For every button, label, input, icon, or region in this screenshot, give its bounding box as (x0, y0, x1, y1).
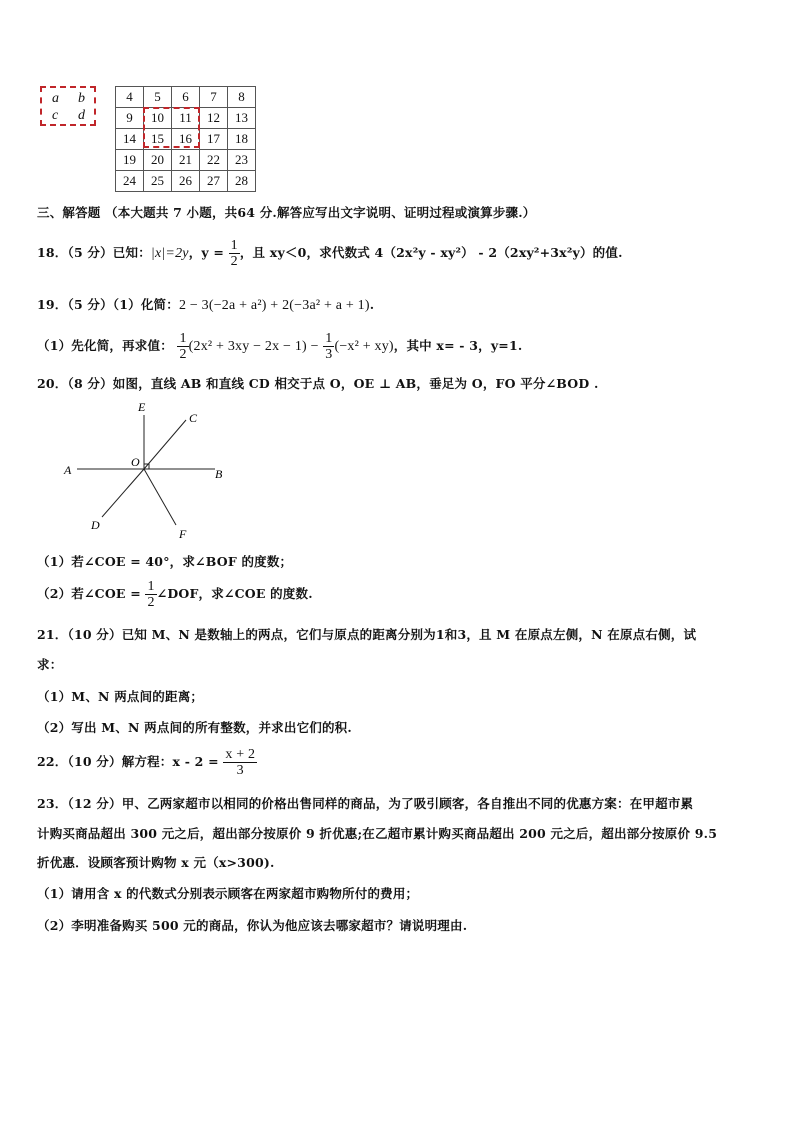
frac-denominator: 3 (236, 763, 244, 778)
section-heading: 三、解答题 （本大题共 7 小题，共64 分.解答应写出文字说明、证明过程或演算步骤.） (37, 205, 536, 220)
q18-rest: ，且 xy＜0，求代数式 4（2x²y - xy²） - 2（2xy²+3x²y）的值. (239, 245, 623, 260)
question-18 (37, 234, 623, 273)
grid-cell: 24 (116, 171, 144, 192)
question-23-line2: 计购买商品超出 300 元之后，超出部分按原价 9 折优惠;在乙超市累计购买商品超出 200 元之后，超出部分按原价 9.5 (37, 826, 718, 841)
grid-cell: 5 (144, 87, 172, 108)
frac-denominator: 2 (179, 347, 187, 362)
label-o: O (131, 455, 140, 469)
q22-fraction (223, 747, 257, 778)
q20-sub2-rest: ∠DOF，求∠COE 的度数. (156, 586, 313, 601)
grid-cell: 12 (200, 108, 228, 129)
grid-cell: 16 (172, 129, 200, 150)
frac-denominator: 2 (147, 595, 155, 610)
grid-cell: 25 (144, 171, 172, 192)
label-f: F (179, 527, 187, 541)
ray-of (144, 469, 176, 525)
question-21-sub1: （1）M、N 两点间的距离； (37, 689, 204, 704)
grid-cell: 26 (172, 171, 200, 192)
grid-cell: 11 (172, 108, 200, 129)
frac-numerator: 1 (230, 238, 238, 253)
question-19-part (37, 327, 522, 366)
question-23-sub2: （2）李明准备购买 500 元的商品，你认为他应该去哪家超市？请说明理由. (37, 918, 468, 933)
letter-d: d (78, 108, 85, 123)
grid-cell: 28 (228, 171, 256, 192)
label-a: A (64, 463, 72, 477)
grid-cell: 14 (116, 129, 144, 150)
q19-part-end: ，其中 x= - 3，y=1. (393, 338, 523, 353)
question-23: 23．（12 分）甲、乙两家超市以相同的价格出售同样的商品，为了吸引顾客，各自推出不同的优惠方案：在甲超市累 (37, 796, 694, 811)
ray-od (102, 469, 144, 517)
label-b: B (215, 467, 223, 481)
grid-cell: 10 (144, 108, 172, 129)
q19-fraction-2 (323, 331, 334, 362)
grid-cell: 22 (200, 150, 228, 171)
question-22 (37, 743, 257, 781)
frac-denominator: 2 (230, 254, 238, 269)
grid-cell: 20 (144, 150, 172, 171)
frac-numerator: 1 (147, 579, 155, 594)
q19-expr-a: (2x² + 3xy − 2x − 1) − (188, 339, 319, 354)
frac-numerator: 1 (179, 331, 187, 346)
question-20-sub1: （1）若∠COE = 40°，求∠BOF 的度数； (37, 554, 293, 569)
ray-oc (144, 420, 186, 469)
q19-end: . (369, 297, 375, 312)
q19-prefix: 19．（5 分）（1）化简： (37, 297, 179, 312)
grid-cell: 23 (228, 150, 256, 171)
q18-abs: |x|=2y (150, 246, 189, 261)
frac-denominator: 3 (325, 347, 333, 362)
grid-cell: 6 (172, 87, 200, 108)
grid-cell: 9 (116, 108, 144, 129)
grid-cell: 21 (172, 150, 200, 171)
grid-cell: 27 (200, 171, 228, 192)
grid-cell: 4 (116, 87, 144, 108)
question-23-sub1: （1）请用含 x 的代数式分别表示顾客在两家超市购物所付的费用； (37, 886, 419, 901)
q18-prefix: 18．（5 分）已知： (37, 245, 151, 260)
question-21: 21．（10 分）已知 M、N 是数轴上的两点，它们与原点的距离分别为1和3，且 M 在原点左侧，N 在原点右侧，试 (37, 627, 697, 642)
q18-yeq: ，y = (188, 245, 225, 260)
q22-prefix: 22．（10 分）解方程：x - 2 = (37, 754, 219, 769)
letter-c: c (52, 108, 59, 123)
question-19 (37, 295, 374, 314)
label-d: D (91, 518, 100, 532)
question-21-line2: 求： (37, 657, 63, 672)
frac-numerator: x + 2 (225, 747, 256, 762)
label-c: C (189, 411, 198, 425)
grid-cell: 13 (228, 108, 256, 129)
grid-cell: 8 (228, 87, 256, 108)
question-23-line3: 折优惠．设顾客预计购物 x 元（x>300). (37, 855, 275, 870)
letter-a: a (52, 91, 59, 106)
q20-sub2-prefix: （2）若∠COE = (37, 586, 141, 601)
table-row (116, 171, 256, 192)
q18-fraction (229, 238, 240, 269)
q19-fraction-1 (177, 331, 188, 362)
q20-fraction (145, 579, 156, 610)
table-row (116, 150, 256, 171)
geometry-figure (55, 395, 245, 545)
highlight-box (143, 107, 200, 148)
table-row (116, 87, 256, 108)
question-20: 20．（8 分）如图，直线 AB 和直线 CD 相交于点 O，OE ⊥ AB，垂足为 O，FO 平分∠BOD . (37, 376, 599, 391)
q19-expr: 2 − 3(−2a + a²) + 2(−3a² + a + 1) (178, 298, 370, 313)
grid-cell: 17 (200, 129, 228, 150)
grid-cell: 15 (144, 129, 172, 150)
grid-cell: 18 (228, 129, 256, 150)
q19-part-prefix: （1）先化简，再求值： (37, 338, 173, 353)
abcd-box (40, 86, 96, 126)
question-21-sub2: （2）写出 M、N 两点间的所有整数，并求出它们的积. (37, 720, 352, 735)
frac-numerator: 1 (325, 331, 333, 346)
grid-cell: 19 (116, 150, 144, 171)
q19-expr-b: (−x² + xy) (334, 339, 394, 354)
label-e: E (138, 400, 146, 414)
question-20-sub2 (37, 575, 313, 613)
grid-cell: 7 (200, 87, 228, 108)
letter-b: b (78, 91, 85, 106)
